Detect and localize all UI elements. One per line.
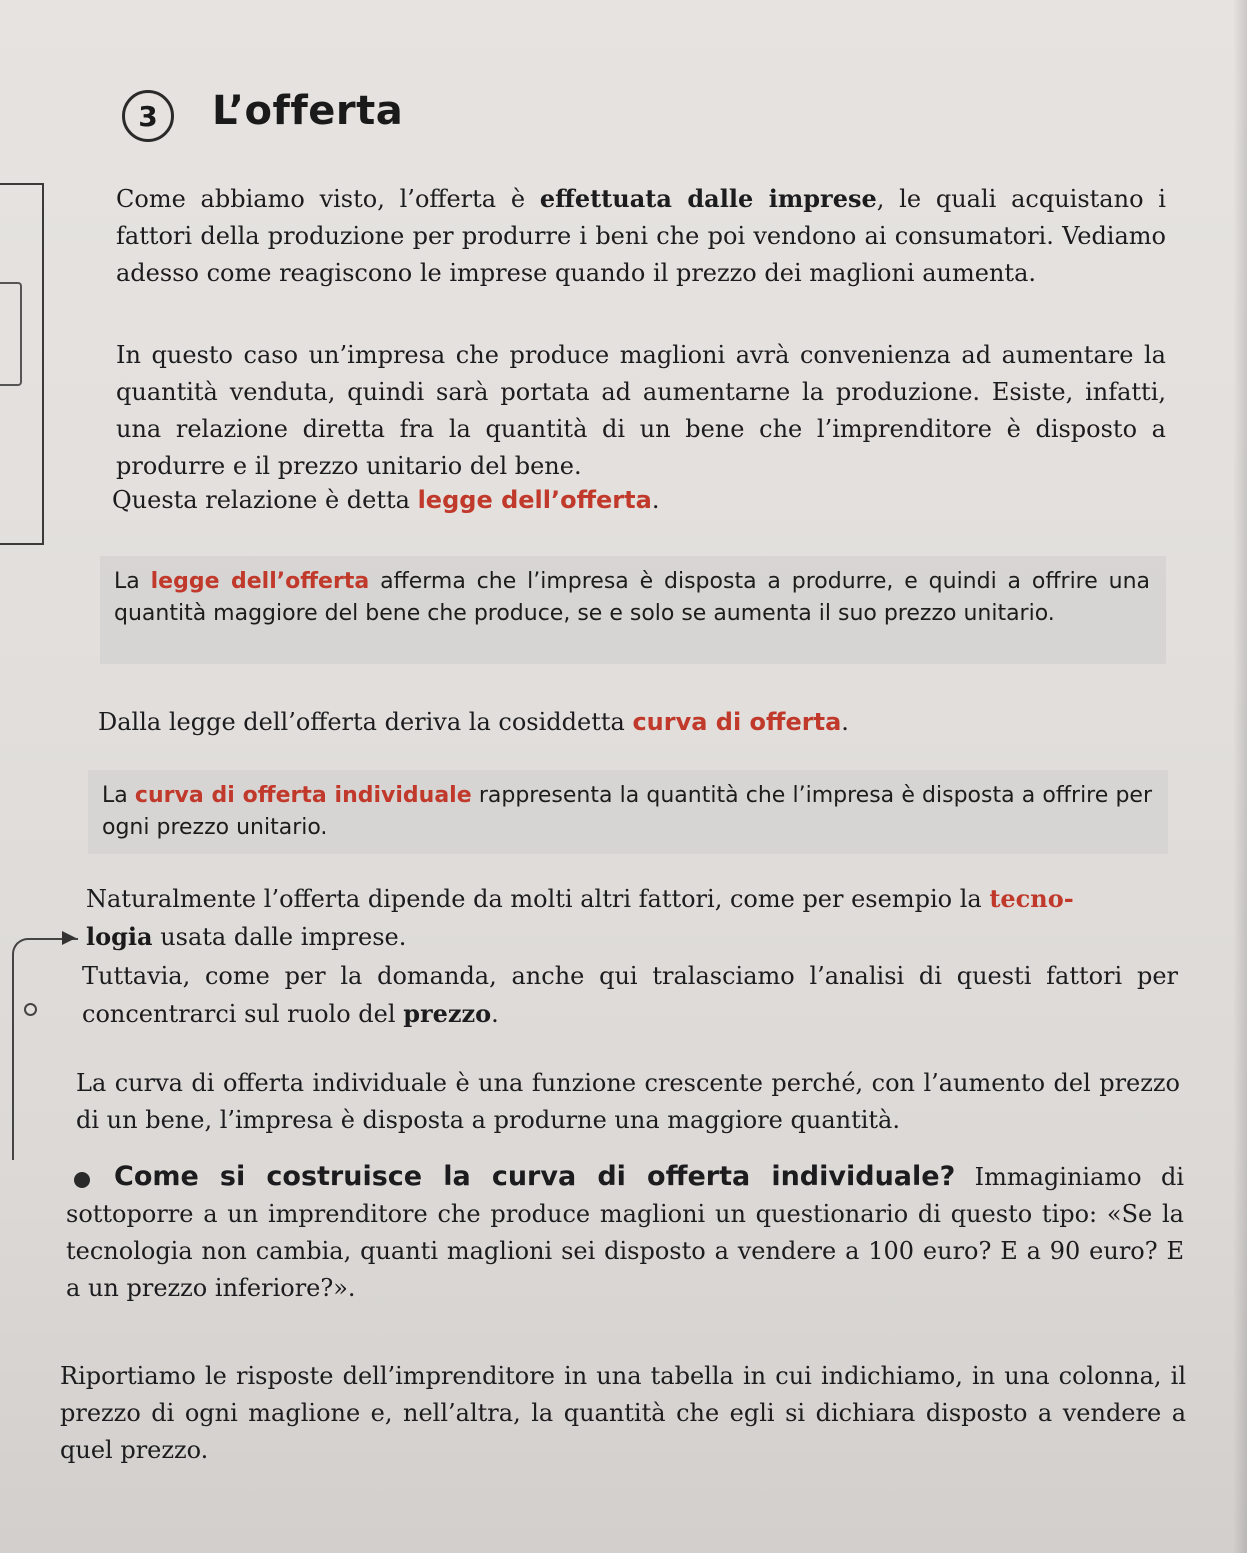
term-tecnologia-part2: logia [86,922,153,951]
emphasis-imprese: effettuata dalle imprese [539,184,877,213]
paragraph-tabella: Riportiamo le risposte dell’imprenditore in una tabella in cui indichiamo, in una colonna, il prezzo di ogni maglione e, nell’altra, la quantità che egli si dichiara disposto a vendere a quel prezzo. [60,1362,1186,1464]
section-title: L’offerta [212,88,404,134]
emphasis-prezzo: prezzo [403,999,492,1028]
paragraph-intro: Come abbiamo visto, l’offerta è effettuata dalle imprese, le quali acquistano i fattori della produzione per produrre i beni che poi vendono ai consumatori. Vediamo adesso come reagiscono le imprese quando il prezzo dei maglioni aumenta. [116,184,1166,287]
definition-box-legge: La legge dell’offerta afferma che l’impresa è disposta a produrre, e quindi a offrire una quantità maggiore del bene che produce, se e solo se aumenta il suo prezzo unitario. [100,556,1166,664]
paragraph-curva-intro: Dalla legge dell’offerta deriva la cosiddetta curva di offerta. [98,708,849,736]
term-tecnologia-part1: tecno- [989,884,1074,913]
paragraph-legge-intro: Questa relazione è detta legge dell’offerta. [112,486,660,514]
paragraph-questionario: Come si costruisce la curva di offerta individuale? Immaginiamo di sottoporre a un imprenditore che produce maglioni un questionario di questo tipo: «Se la tecnologia non cambia, quanti maglioni sei disposto a vendere a 100 euro? E a 90 euro? E a un prezzo inferiore?». [66,1161,1184,1302]
term-curva-offerta: curva di offerta [632,708,842,736]
definition-box-curva: La curva di offerta individuale rappresenta la quantità che l’impresa è disposta a offrire per ogni prezzo unitario. [88,770,1168,854]
paragraph-prezzo: Tuttavia, come per la domanda, anche qui tralasciamo l’analisi di questi fattori per concentrarci sul ruolo del prezzo. [82,962,1178,1028]
paragraph-convenienza: In questo caso un’impresa che produce maglioni avrà convenienza ad aumentare la quantità venduta, quindi sarà portata ad aumentarne la produzione. Esiste, infatti, una relazione diretta fra la quantità di un bene che l’imprenditore è disposto a produrre e il prezzo unitario del bene. [116,341,1166,480]
section-number-badge: 3 [122,90,174,142]
margin-tab [0,282,22,386]
term-curva-individuale: curva di offerta individuale [134,783,472,808]
paragraph-tecnologia: Naturalmente l’offerta dipende da molti altri fattori, come per esempio la tecno- logia usata dalle imprese. [86,884,1074,951]
bullet-heading: Come si costruisce la curva di offerta individuale? [114,1161,956,1192]
margin-circle-icon [24,1003,37,1016]
arrow-right-icon [62,931,76,945]
paragraph-funzione-crescente: La curva di offerta individuale è una funzione crescente perché, con l’aumento del prezzo di un bene, l’impresa è disposta a produrne una maggiore quantità. [76,1069,1180,1134]
term-legge-offerta-box: legge dell’offerta [150,569,370,594]
page-edge-shadow [1233,0,1247,1553]
margin-bracket-bottom [12,938,78,1160]
term-legge-offerta: legge dell’offerta [417,486,652,514]
